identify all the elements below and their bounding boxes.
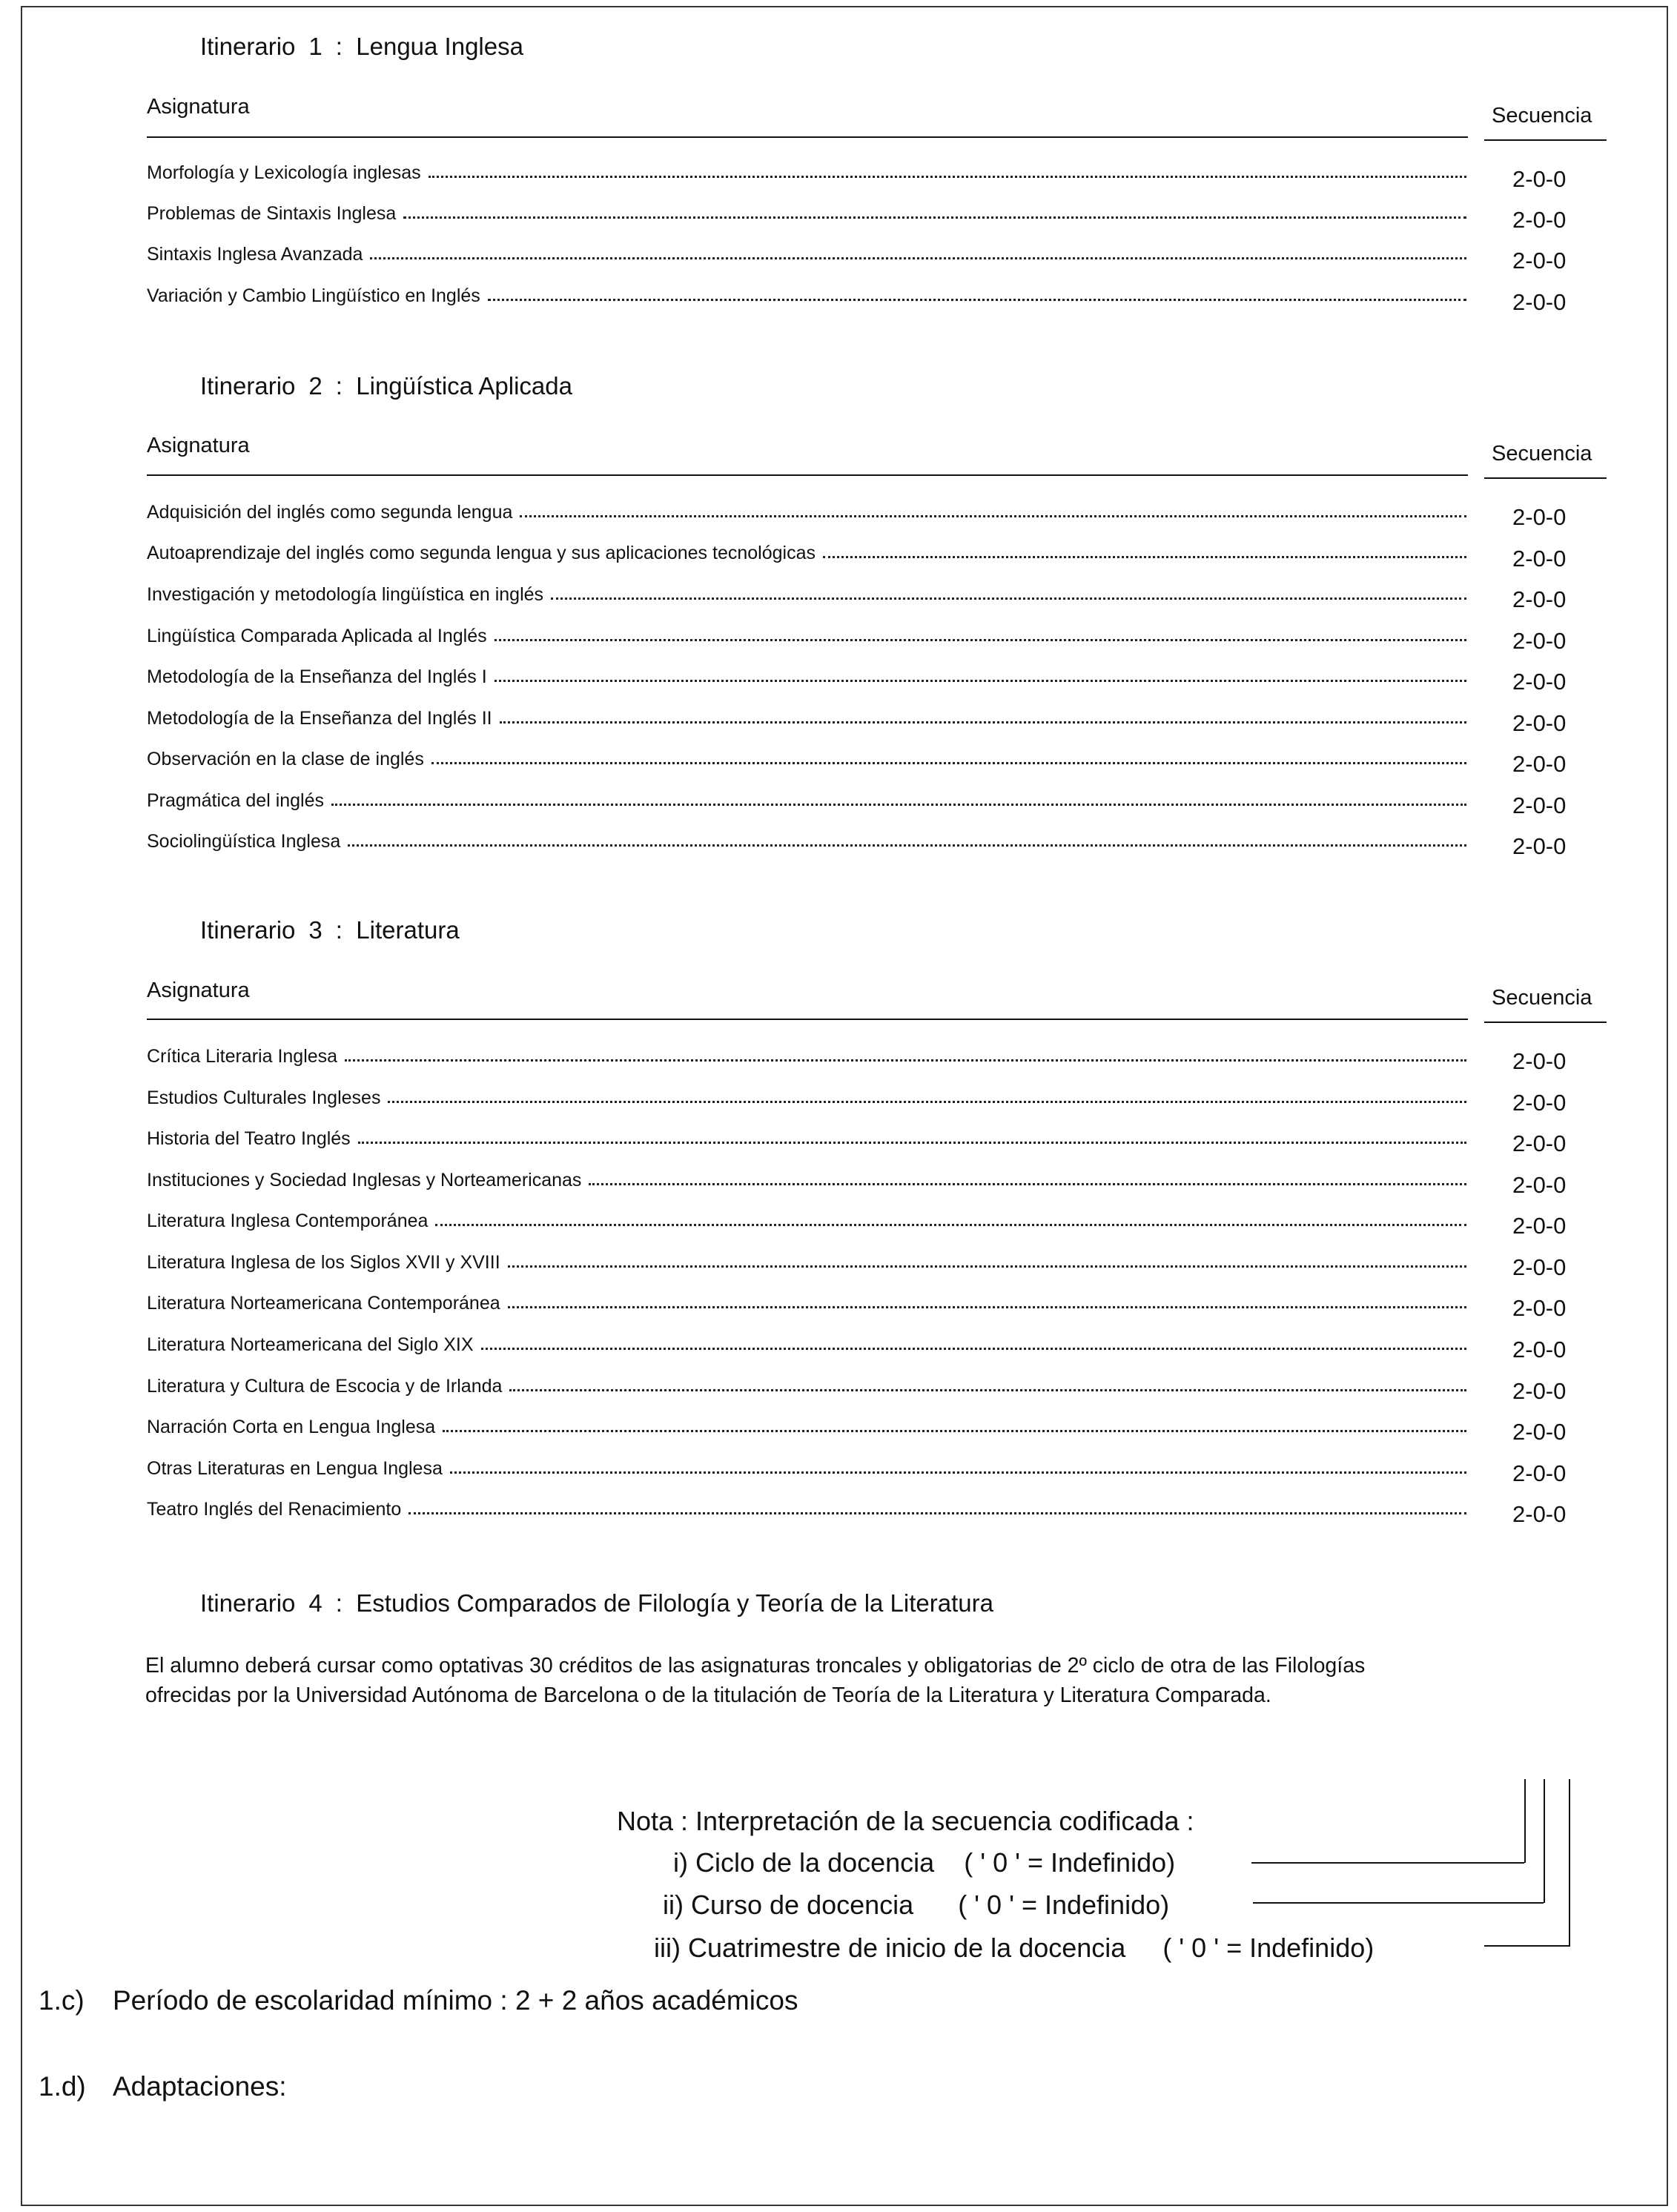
itinerario-name: Lengua Inglesa xyxy=(356,33,523,60)
dot-leader xyxy=(481,1348,1466,1350)
secuencia-rule xyxy=(1484,477,1607,479)
subject-row xyxy=(147,782,1466,812)
subject-sequence: 2-0-0 xyxy=(1512,1337,1567,1362)
itinerario-prefix: Itinerario xyxy=(200,372,296,400)
subject-name: Literatura Inglesa de los Siglos XVII y XVIII xyxy=(147,1252,500,1273)
dot-leader xyxy=(348,844,1466,847)
secuencia-rule xyxy=(1484,139,1607,141)
nota-item-2 xyxy=(663,1890,1169,1921)
subject-name: Investigación y metodología lingüística en inglés xyxy=(147,584,544,605)
subject-row xyxy=(147,236,1466,265)
section-text: Adaptaciones: xyxy=(113,2071,287,2102)
dot-leader xyxy=(358,1142,1466,1144)
column-header-secuencia: Secuencia xyxy=(1492,442,1592,466)
nota-item-value: ( ' 0 ' = Indefinido) xyxy=(958,1890,1170,1920)
subject-name: Instituciones y Sociedad Inglesas y Norteamericanas xyxy=(147,1170,582,1191)
itinerario-name: Literatura xyxy=(356,916,460,944)
dot-leader xyxy=(508,1265,1466,1268)
subject-sequence: 2-0-0 xyxy=(1512,1213,1567,1239)
subject-sequence: 2-0-0 xyxy=(1512,792,1567,818)
subject-sequence: 2-0-0 xyxy=(1512,1130,1567,1156)
subject-name: Teatro Inglés del Renacimiento xyxy=(147,1499,402,1520)
nota-item-label: ii) Curso de docencia xyxy=(663,1890,914,1920)
bracket-line-3 xyxy=(1484,1945,1570,1947)
section-1c xyxy=(39,1985,798,2016)
subject-sequence: 2-0-0 xyxy=(1512,1378,1567,1404)
column-header-secuencia: Secuencia xyxy=(1492,986,1592,1010)
dot-leader xyxy=(589,1183,1466,1185)
dot-leader xyxy=(370,257,1466,259)
subject-sequence: 2-0-0 xyxy=(1512,166,1567,192)
subject-row xyxy=(147,741,1466,770)
bracket-vertical-3 xyxy=(1569,1779,1570,1946)
subject-row xyxy=(147,277,1466,307)
subject-name: Autoaprendizaje del inglés como segunda lengua y sus aplicaciones tecnológicas xyxy=(147,543,816,563)
subject-row xyxy=(147,823,1466,852)
header-rule xyxy=(147,474,1468,476)
subject-row xyxy=(147,1244,1466,1274)
subject-name: Lingüística Comparada Aplicada al Inglés xyxy=(147,626,487,646)
subject-row xyxy=(147,1202,1466,1232)
subject-name: Narración Corta en Lengua Inglesa xyxy=(147,1417,436,1437)
subject-name: Problemas de Sintaxis Inglesa xyxy=(147,203,397,224)
section-label: 1.d) xyxy=(39,2071,86,2102)
dot-leader xyxy=(494,639,1466,641)
itinerario-4-paragraph xyxy=(145,1651,1539,1710)
itinerario-name: Estudios Comparados de Filología y Teoría de la Literatura xyxy=(356,1589,993,1617)
nota-item-label: i) Ciclo de la docencia xyxy=(673,1847,935,1878)
subject-sequence: 2-0-0 xyxy=(1512,1172,1567,1198)
subject-row xyxy=(147,1326,1466,1356)
dot-leader xyxy=(403,216,1466,219)
subject-name: Literatura Inglesa Contemporánea xyxy=(147,1211,429,1231)
header-rule xyxy=(147,1019,1468,1020)
dot-leader xyxy=(450,1471,1466,1474)
itinerario-4-title xyxy=(200,1589,993,1617)
subject-name: Pragmática del inglés xyxy=(147,790,325,811)
column-header-asignatura: Asignatura xyxy=(147,95,250,119)
subject-sequence: 2-0-0 xyxy=(1512,504,1567,530)
itinerario-1-title xyxy=(200,33,523,61)
section-text: Período de escolaridad mínimo : 2 + 2 años académicos xyxy=(113,1985,798,2016)
subject-sequence: 2-0-0 xyxy=(1512,710,1567,736)
paragraph-line: El alumno deberá cursar como optativas 30 créditos de las asignaturas troncales y obligatorias de 2º ciclo de otra de las Filologías xyxy=(145,1654,1366,1678)
itinerario-prefix: Itinerario xyxy=(200,1589,296,1617)
itinerario-sep: : xyxy=(335,33,343,60)
subject-name: Crítica Literaria Inglesa xyxy=(147,1046,338,1067)
subject-sequence: 2-0-0 xyxy=(1512,248,1567,274)
nota-item-3 xyxy=(654,1933,1374,1964)
column-header-secuencia: Secuencia xyxy=(1492,104,1592,128)
itinerario-sep: : xyxy=(335,916,343,944)
itinerario-3-title xyxy=(200,916,460,944)
subject-sequence: 2-0-0 xyxy=(1512,1295,1567,1321)
itinerario-name: Lingüística Aplicada xyxy=(356,372,572,400)
subject-sequence: 2-0-0 xyxy=(1512,1090,1567,1116)
itinerario-sep: : xyxy=(335,372,343,400)
subject-sequence: 2-0-0 xyxy=(1512,1501,1567,1527)
bracket-vertical-1 xyxy=(1524,1779,1526,1863)
dot-leader xyxy=(431,762,1466,764)
subject-name: Sociolingüística Inglesa xyxy=(147,831,341,852)
subject-sequence: 2-0-0 xyxy=(1512,628,1567,654)
subject-name: Observación en la clase de inglés xyxy=(147,749,424,769)
subject-sequence: 2-0-0 xyxy=(1512,586,1567,612)
subject-name: Variación y Cambio Lingüístico en Inglés xyxy=(147,285,480,306)
dot-leader xyxy=(429,176,1466,178)
bracket-line-1 xyxy=(1251,1862,1524,1864)
subject-sequence: 2-0-0 xyxy=(1512,546,1567,572)
itinerario-prefix: Itinerario xyxy=(200,916,296,944)
dot-leader xyxy=(388,1101,1466,1103)
itinerario-number: 2 xyxy=(308,372,322,400)
subject-name: Literatura y Cultura de Escocia y de Irlanda xyxy=(147,1376,503,1397)
itinerario-prefix: Itinerario xyxy=(200,33,296,60)
column-header-asignatura: Asignatura xyxy=(147,978,250,1002)
subject-row xyxy=(147,1491,1466,1520)
subject-row xyxy=(147,617,1466,647)
subject-row xyxy=(147,1368,1466,1397)
nota-item-value: ( ' 0 ' = Indefinido) xyxy=(1162,1933,1375,1963)
dot-leader xyxy=(823,556,1466,558)
section-1d xyxy=(39,2071,287,2102)
itinerario-sep: : xyxy=(335,1589,343,1617)
subject-row xyxy=(147,1120,1466,1150)
subject-sequence: 2-0-0 xyxy=(1512,833,1567,859)
subject-row xyxy=(147,1162,1466,1191)
nota-item-1 xyxy=(673,1847,1175,1878)
nota-item-value: ( ' 0 ' = Indefinido) xyxy=(964,1847,1176,1878)
subject-name: Sintaxis Inglesa Avanzada xyxy=(147,244,363,265)
subject-sequence: 2-0-0 xyxy=(1512,1419,1567,1445)
dot-leader xyxy=(408,1512,1466,1514)
subject-row xyxy=(147,1079,1466,1109)
subject-sequence: 2-0-0 xyxy=(1512,1460,1567,1486)
itinerario-number: 4 xyxy=(308,1589,322,1617)
subject-sequence: 2-0-0 xyxy=(1512,289,1567,315)
subject-sequence: 2-0-0 xyxy=(1512,1048,1567,1074)
subject-sequence: 2-0-0 xyxy=(1512,1254,1567,1280)
dot-leader xyxy=(509,1389,1466,1391)
subject-row xyxy=(147,494,1466,523)
dot-leader xyxy=(494,680,1466,682)
subject-row xyxy=(147,154,1466,184)
subject-name: Metodología de la Enseñanza del Inglés II xyxy=(147,708,492,729)
subject-row xyxy=(147,195,1466,225)
subject-row xyxy=(147,1450,1466,1480)
subject-row xyxy=(147,1285,1466,1314)
subject-sequence: 2-0-0 xyxy=(1512,207,1567,233)
paragraph-line: ofrecidas por la Universidad Autónoma de Barcelona o de la titulación de Teoría de la Literatura y Literatura Comparada. xyxy=(145,1683,1271,1707)
itinerario-number: 1 xyxy=(308,33,322,60)
section-label: 1.c) xyxy=(39,1985,85,2016)
subject-name: Metodología de la Enseñanza del Inglés I xyxy=(147,666,487,687)
dot-leader xyxy=(488,299,1466,301)
subject-name: Literatura Norteamericana del Siglo XIX xyxy=(147,1334,474,1355)
secuencia-rule xyxy=(1484,1021,1607,1023)
subject-row xyxy=(147,576,1466,606)
dot-leader xyxy=(331,804,1466,806)
itinerario-2-title xyxy=(200,372,572,400)
subject-name: Otras Literaturas en Lengua Inglesa xyxy=(147,1458,443,1479)
dot-leader xyxy=(508,1306,1466,1308)
nota-title: Nota : Interpretación de la secuencia codificada : xyxy=(617,1806,1194,1836)
bracket-line-2 xyxy=(1253,1902,1544,1904)
nota-item-label: iii) Cuatrimestre de inicio de la docencia xyxy=(654,1933,1126,1963)
bracket-vertical-2 xyxy=(1544,1779,1545,1903)
subject-row xyxy=(147,700,1466,729)
subject-name: Estudios Culturales Ingleses xyxy=(147,1087,381,1108)
column-header-asignatura: Asignatura xyxy=(147,434,250,457)
dot-leader xyxy=(551,597,1466,600)
itinerario-number: 3 xyxy=(308,916,322,944)
header-rule xyxy=(147,136,1468,138)
dot-leader xyxy=(345,1059,1466,1062)
subject-sequence: 2-0-0 xyxy=(1512,751,1567,777)
subject-sequence: 2-0-0 xyxy=(1512,669,1567,695)
dot-leader xyxy=(500,721,1466,723)
dot-leader xyxy=(520,515,1466,517)
subject-name: Historia del Teatro Inglés xyxy=(147,1128,351,1149)
subject-row xyxy=(147,1038,1466,1067)
subject-name: Literatura Norteamericana Contemporánea xyxy=(147,1293,500,1314)
dot-leader xyxy=(435,1224,1466,1226)
subject-name: Morfología y Lexicología inglesas xyxy=(147,162,421,183)
subject-row xyxy=(147,1408,1466,1438)
subject-row xyxy=(147,658,1466,688)
subject-row xyxy=(147,534,1466,564)
dot-leader xyxy=(443,1430,1466,1432)
subject-name: Adquisición del inglés como segunda lengua xyxy=(147,502,513,523)
